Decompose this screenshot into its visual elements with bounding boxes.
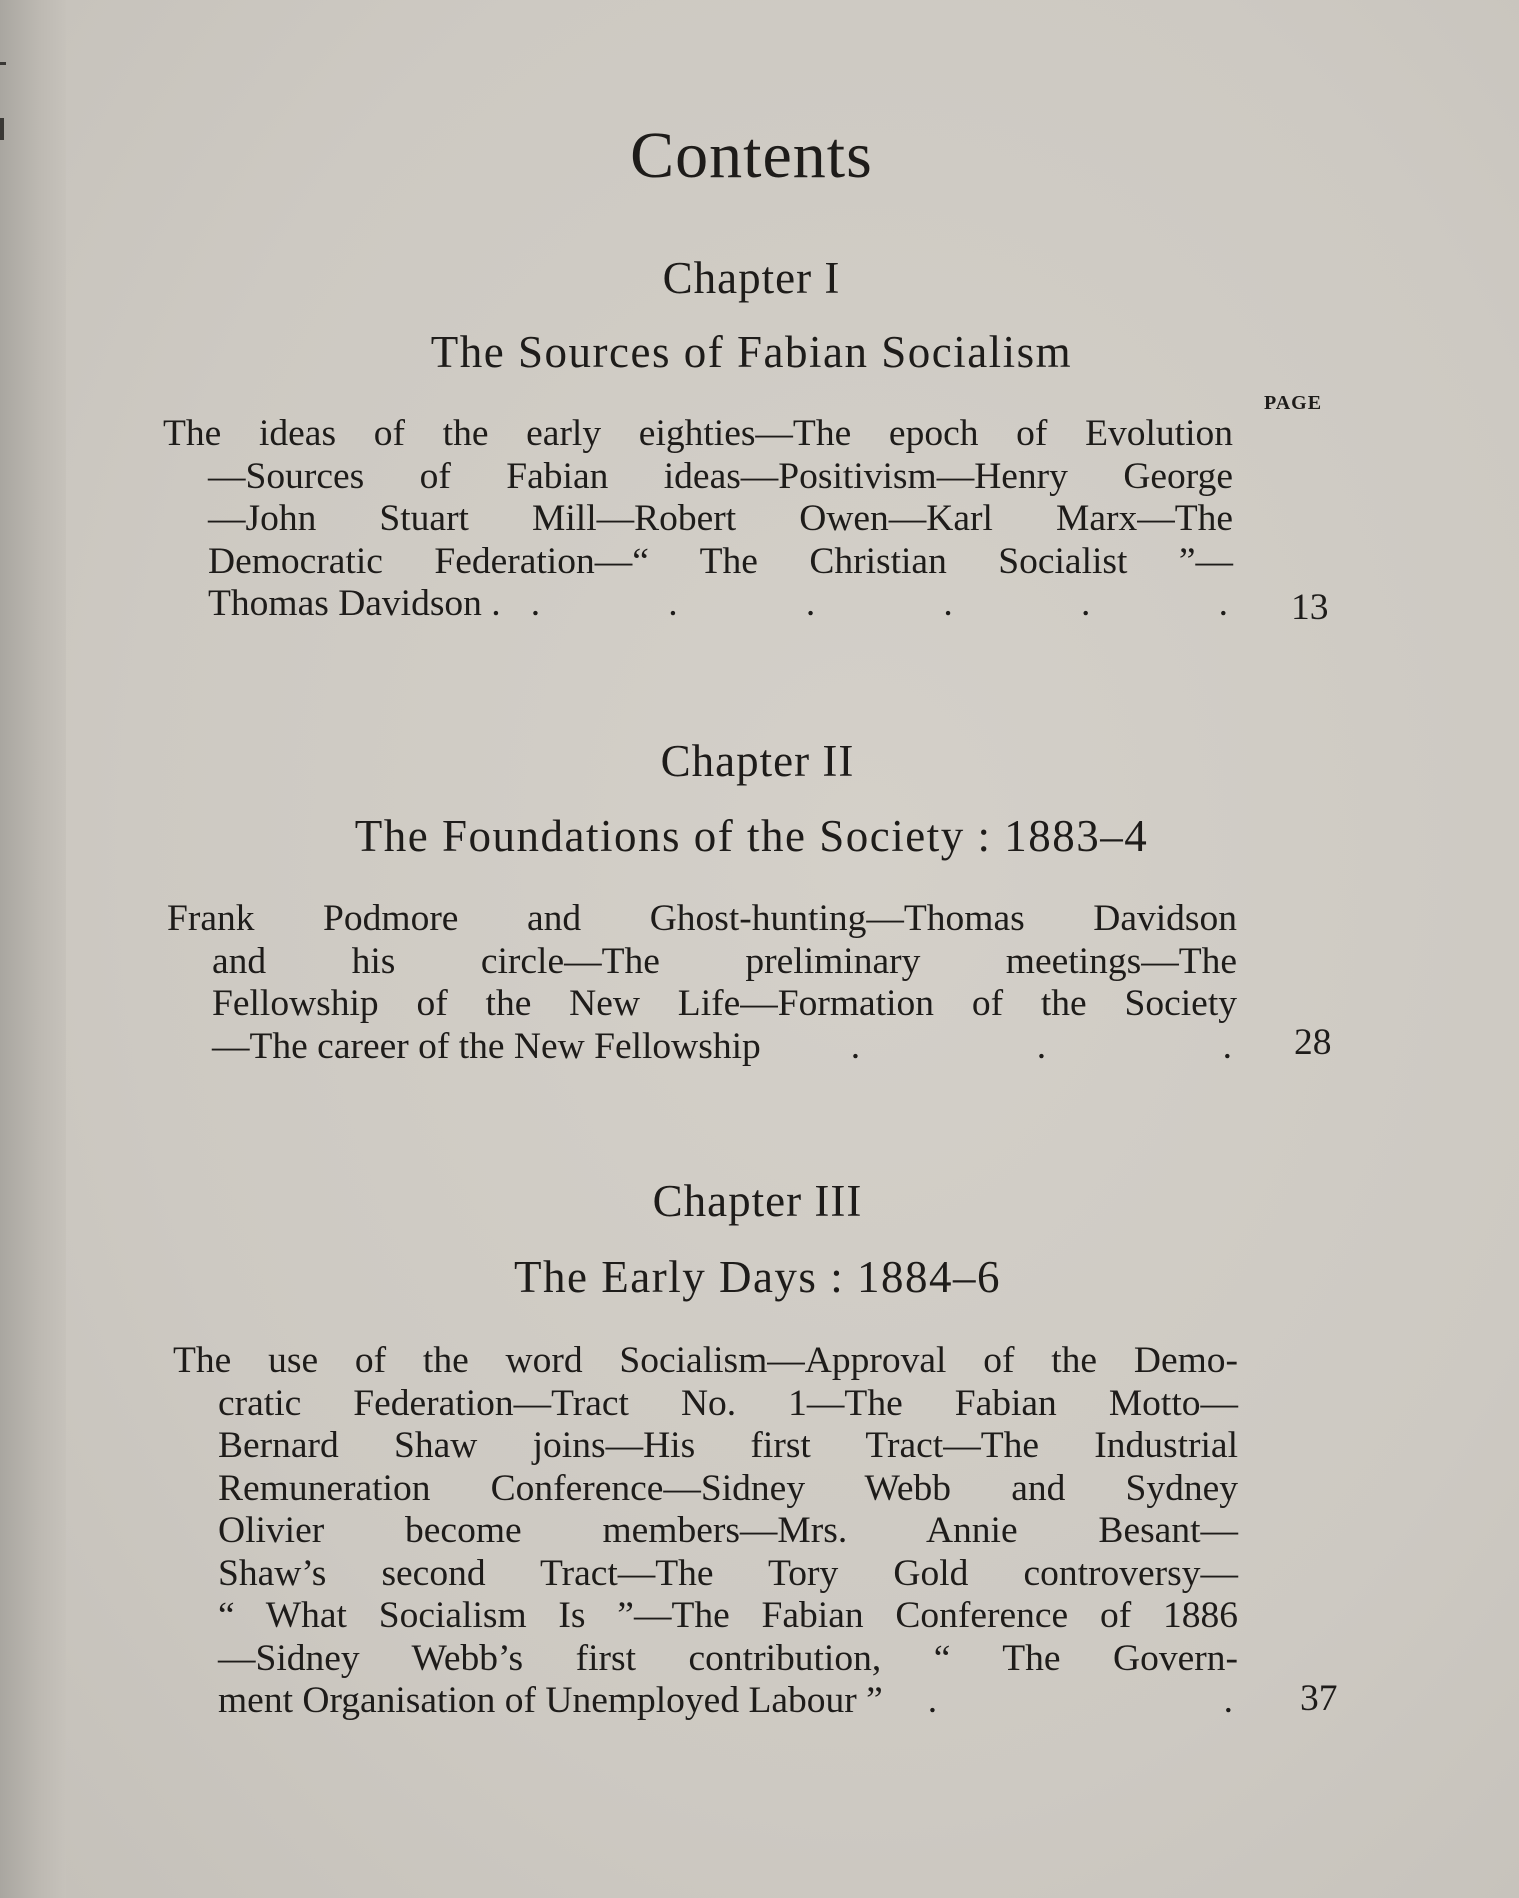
chapter-summary: [173, 1340, 1238, 1723]
page-number: 13: [1291, 587, 1329, 628]
chapter-summary: [167, 898, 1237, 1068]
summary-line: [173, 1680, 1238, 1723]
summary-line: The ideas of the early eighties—The epoch of Evolution: [163, 413, 1233, 454]
page-column-label: PAGE: [1264, 392, 1323, 414]
summary-line: Fellowship of the New Life—Formation of the Society: [212, 983, 1237, 1024]
summary-line: Olivier become members—Mrs. Annie Besant—: [218, 1510, 1238, 1551]
dot-leaders: . . .: [850, 1025, 1232, 1067]
summary-line: Shaw’s second Tract—The Tory Gold controversy—: [218, 1552, 1238, 1594]
summary-line-text: Thomas Davidson .: [208, 583, 501, 624]
gutter-mark: [0, 62, 6, 65]
summary-line-text: ment Organisation of Unemployed Labour ”: [218, 1680, 883, 1721]
chapter-title: The Foundations of the Society : 1883–4: [354, 811, 1149, 861]
summary-line: “ What Socialism Is ”—The Fabian Conference of 1886: [218, 1595, 1238, 1636]
chapter-label: Chapter I: [662, 253, 841, 303]
summary-line: Democratic Federation—“ The Christian Socialist ”—: [208, 540, 1233, 582]
chapter-label: Chapter II: [660, 736, 855, 786]
summary-line: [163, 583, 1233, 626]
summary-line: [167, 1026, 1237, 1069]
summary-line: Frank Podmore and Ghost-hunting—Thomas Davidson: [167, 898, 1237, 939]
dot-leaders: . .: [927, 1680, 1233, 1721]
summary-line: The use of the word Socialism—Approval of the Demo-: [173, 1340, 1238, 1381]
summary-line: cratic Federation—Tract No. 1—The Fabian Motto—: [218, 1382, 1238, 1424]
summary-line-text: —The career of the New Fellowship: [212, 1025, 761, 1067]
page-title: Contents: [630, 119, 873, 192]
chapter-label: Chapter III: [652, 1176, 863, 1226]
dot-leaders: . . . . . .: [530, 583, 1228, 624]
summary-line: Bernard Shaw joins—His first Tract—The Industrial: [218, 1425, 1238, 1466]
summary-line: Remuneration Conference—Sidney Webb and Sydney: [218, 1467, 1238, 1509]
page-number: 28: [1294, 1022, 1332, 1063]
summary-line: —Sources of Fabian ideas—Positivism—Henry George: [208, 455, 1233, 497]
summary-line: —Sidney Webb’s first contribution, “ The Govern-: [218, 1637, 1238, 1679]
summary-line: and his circle—The preliminary meetings—The: [212, 940, 1237, 982]
chapter-summary: [163, 413, 1233, 626]
chapter-title: The Early Days : 1884–6: [514, 1252, 1001, 1302]
chapter-title: The Sources of Fabian Socialism: [430, 327, 1073, 377]
page-number: 37: [1300, 1678, 1338, 1719]
summary-line: —John Stuart Mill—Robert Owen—Karl Marx—The: [208, 498, 1233, 539]
